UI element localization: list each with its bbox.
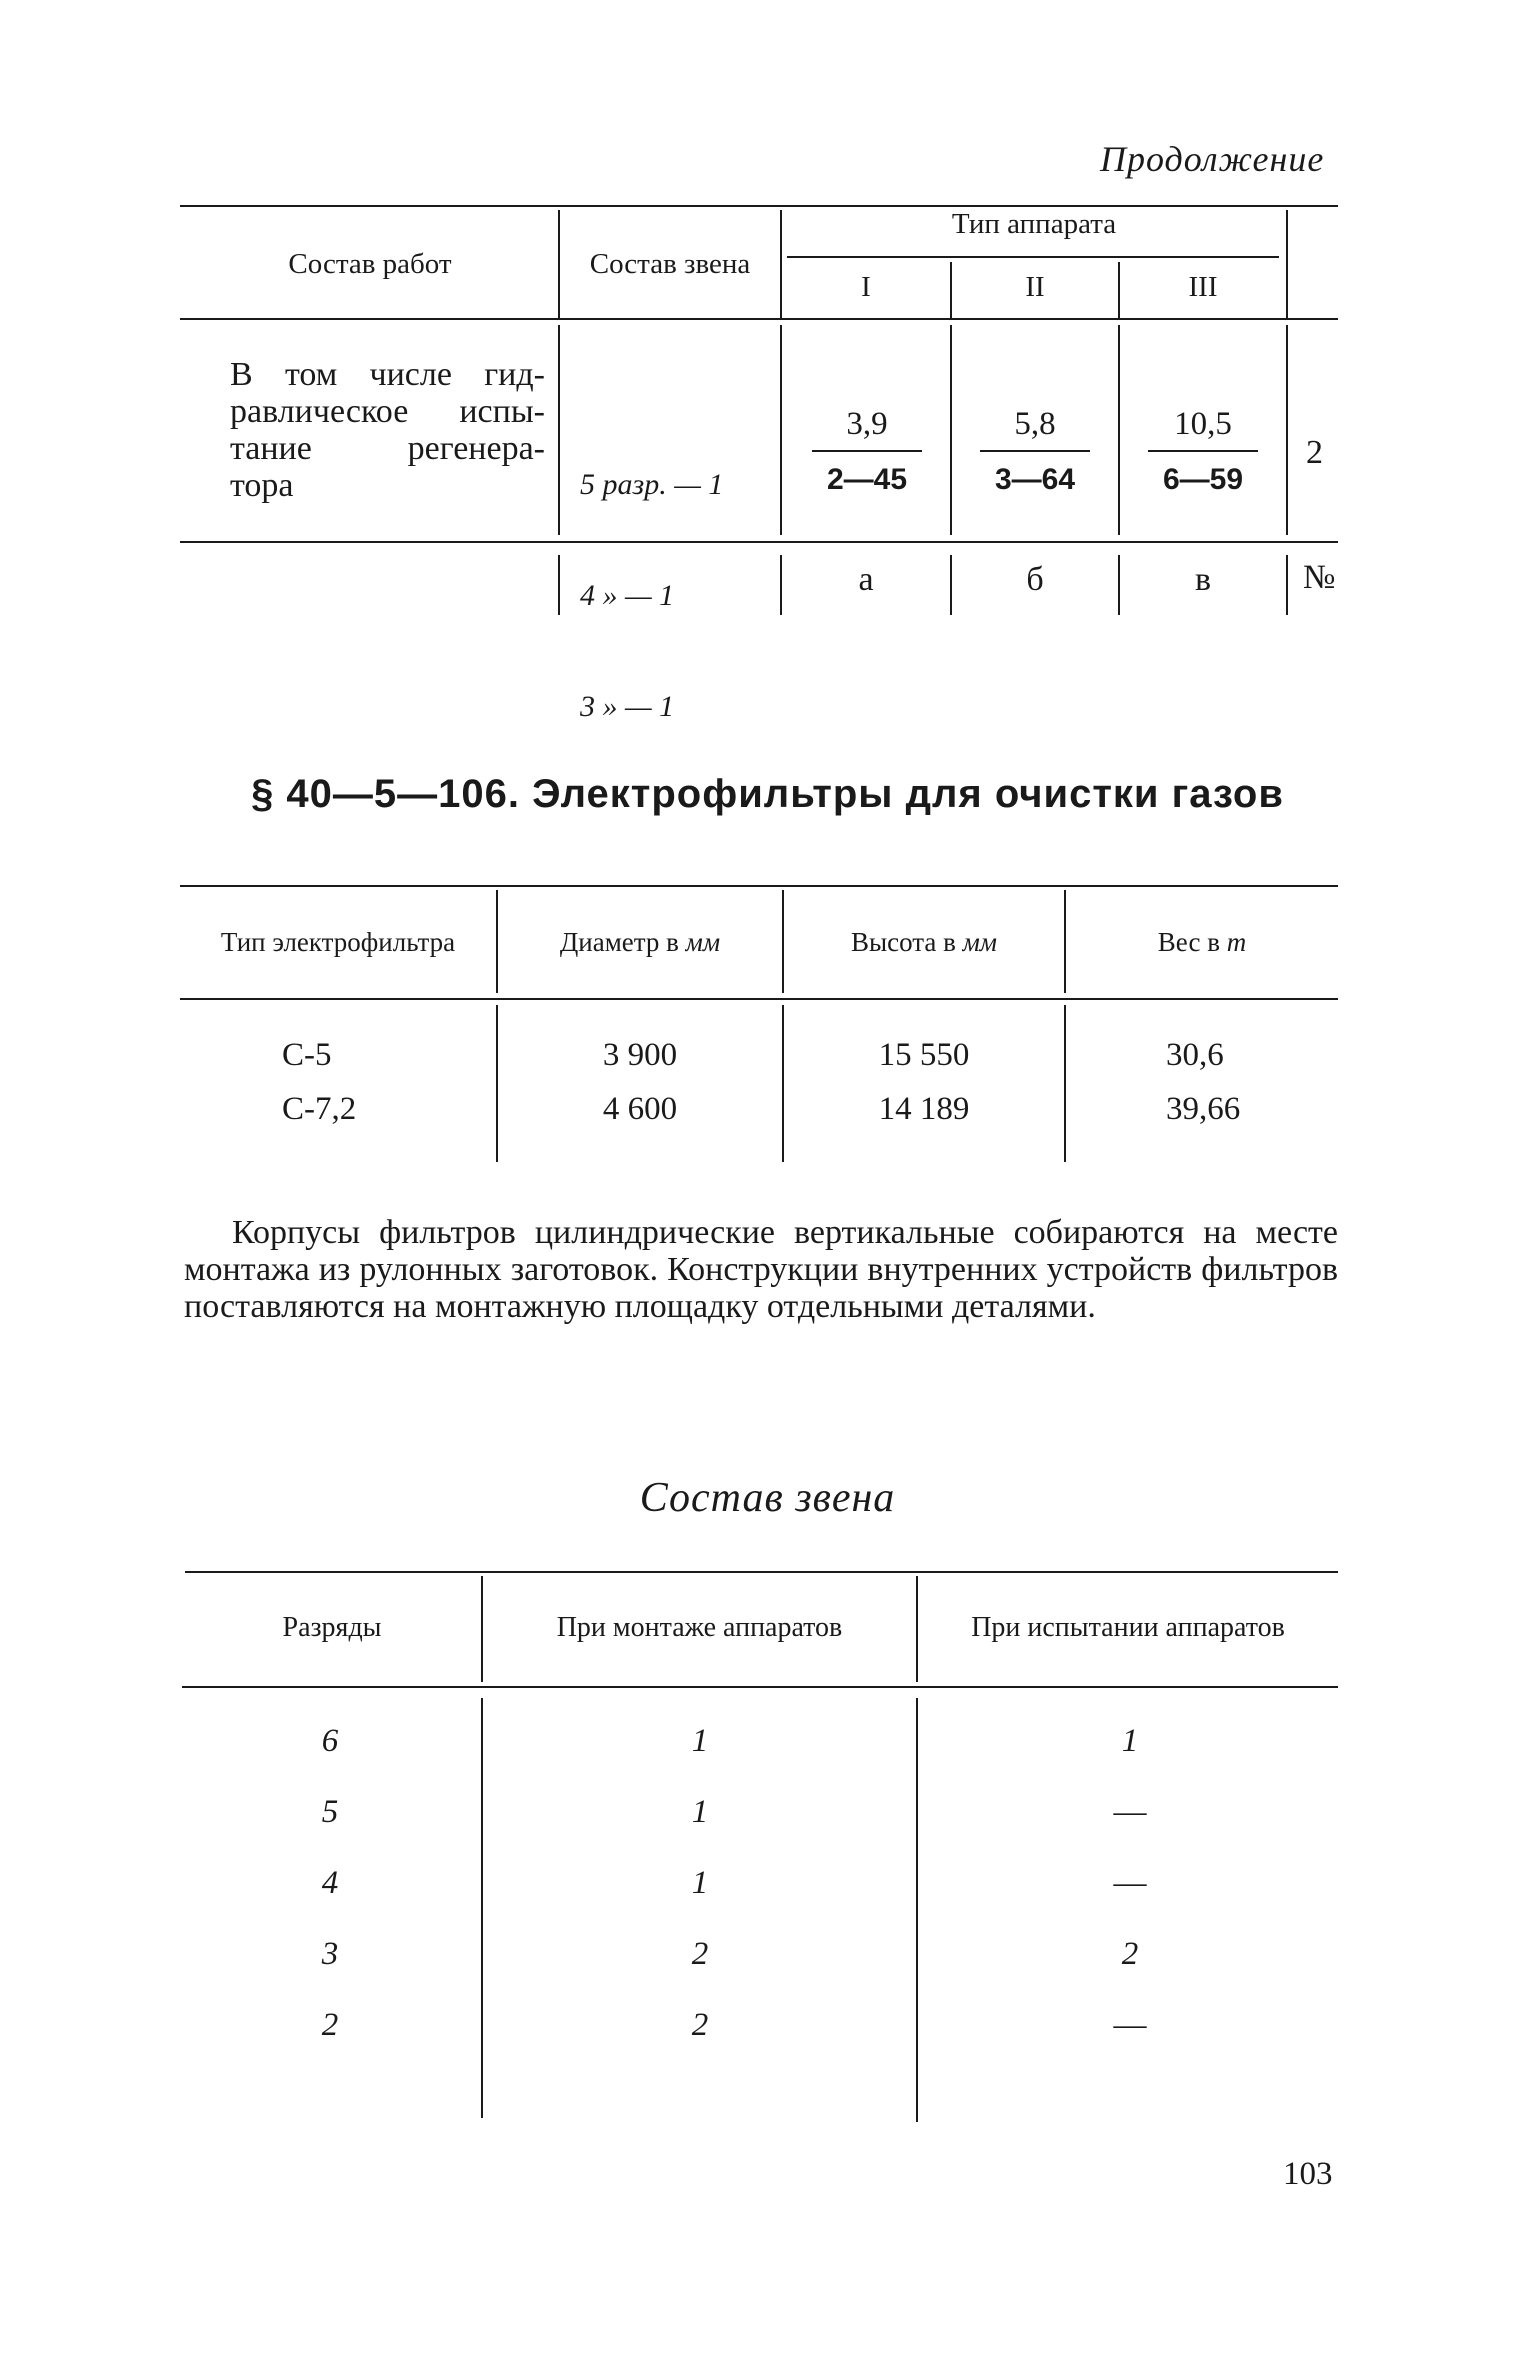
- table-rule: [787, 256, 1279, 258]
- col-divider: [558, 325, 560, 535]
- header-weight: Вес в т: [1157, 927, 1247, 957]
- header-grades: Разряды: [282, 1612, 382, 1643]
- col-divider: [1064, 890, 1066, 993]
- filter-heights: 15 550 14 189: [878, 1037, 970, 1127]
- col-divider: [481, 1576, 483, 1682]
- col-divider: [1118, 555, 1120, 615]
- table-rule: [185, 1571, 1338, 1573]
- table-rule: [180, 205, 1338, 207]
- fraction-bar: [1148, 450, 1258, 452]
- norm-value: 3,9: [846, 406, 888, 442]
- description-paragraph: Корпусы фильтров цилиндрические вертикальные собираются на месте монтажа из рулонных заготовок. Конструкции внутренних устройств фильтров поставляются на монтажную площадку отдельными деталями.: [184, 1214, 1338, 1325]
- crew-table-title: Состав звена: [639, 1475, 896, 1521]
- footer-col-v: в: [1194, 561, 1212, 598]
- header-filter-type: Тип электрофильтра: [220, 927, 456, 957]
- col-divider: [916, 1698, 918, 2122]
- col-divider: [558, 555, 560, 615]
- col-divider: [496, 1005, 498, 1162]
- col-divider: [1286, 210, 1288, 318]
- page-number: 103: [1283, 2156, 1333, 2192]
- section-title: § 40—5—106. Электрофильтры для очистки газов: [251, 772, 1284, 816]
- price-value: 6—59: [1162, 463, 1244, 496]
- filter-types: [282, 1028, 356, 1136]
- row-number: 2: [1306, 434, 1323, 471]
- col-divider: [950, 262, 952, 318]
- table-cell: —: [1113, 2007, 1147, 2043]
- table-row: С-7,2: [282, 1091, 357, 1127]
- col-divider: [782, 1005, 784, 1162]
- norm-value: 5,8: [1014, 406, 1056, 442]
- crew-composition: 5 разр. — 1 4 » — 1 3 » — 1: [580, 468, 724, 723]
- col-divider: [558, 210, 560, 318]
- continuation-label: Продолжение: [1100, 139, 1325, 179]
- filter-diameters: 3 900 4 600: [602, 1037, 678, 1127]
- col-divider: [1286, 555, 1288, 615]
- col-divider: [950, 555, 952, 615]
- col-divider: [481, 1698, 483, 2118]
- filter-weights: 30,6 39,66: [1166, 1037, 1241, 1127]
- footer-col-a: а: [858, 561, 874, 598]
- col-divider: [1118, 325, 1120, 535]
- table-cell: 6: [321, 1723, 339, 1759]
- norm-value: 10,5: [1174, 406, 1232, 442]
- header-type-1: I: [861, 271, 871, 303]
- price-value: 3—64: [994, 463, 1076, 496]
- header-type-3: III: [1188, 271, 1218, 303]
- table-cell: 4: [321, 1865, 339, 1901]
- table-rule: [180, 998, 1338, 1000]
- table-cell: 1: [691, 1865, 709, 1901]
- col-divider: [1064, 1005, 1066, 1162]
- table-cell: 5: [321, 1794, 339, 1830]
- col-divider: [780, 555, 782, 615]
- header-diameter: Диаметр в мм: [559, 927, 721, 957]
- table-row: С-5: [282, 1037, 332, 1073]
- header-height: Высота в мм: [850, 927, 998, 957]
- table-cell: 2: [1121, 1936, 1139, 1972]
- table-cell: 3: [321, 1936, 339, 1972]
- header-install: При монтаже аппаратов: [556, 1612, 843, 1643]
- price-value: 2—45: [826, 463, 908, 496]
- col-divider: [916, 1576, 918, 1682]
- fraction-bar: [812, 450, 922, 452]
- table-cell: —: [1113, 1794, 1147, 1830]
- col-divider: [780, 210, 782, 318]
- table-cell: 2: [691, 1936, 709, 1972]
- table-rule: [180, 885, 1338, 887]
- header-apparatus-type: Тип аппарата: [951, 208, 1117, 240]
- fraction-bar: [980, 450, 1090, 452]
- col-divider: [496, 890, 498, 993]
- header-crew: Состав звена: [589, 248, 751, 280]
- header-type-2: II: [1025, 271, 1045, 303]
- table-cell: 2: [321, 2007, 339, 2043]
- col-divider: [780, 325, 782, 535]
- header-work: Состав работ: [288, 248, 452, 280]
- col-divider: [1118, 262, 1120, 318]
- table-cell: 1: [1121, 1723, 1139, 1759]
- table-cell: 1: [691, 1794, 709, 1830]
- work-description: В том числе гид- равлическое испы- тание регенера- тора: [230, 356, 545, 504]
- table-rule: [180, 541, 1338, 543]
- col-divider: [950, 325, 952, 535]
- col-divider: [782, 890, 784, 993]
- table-rule: [182, 1686, 1338, 1688]
- col-divider: [1286, 325, 1288, 535]
- footer-col-b: б: [1026, 561, 1044, 598]
- footer-number-sign: №: [1303, 559, 1336, 596]
- table-cell: 2: [691, 2007, 709, 2043]
- header-test: При испытании аппаратов: [971, 1612, 1285, 1643]
- table-cell: 1: [691, 1723, 709, 1759]
- table-cell: —: [1113, 1865, 1147, 1901]
- table-rule: [180, 318, 1338, 320]
